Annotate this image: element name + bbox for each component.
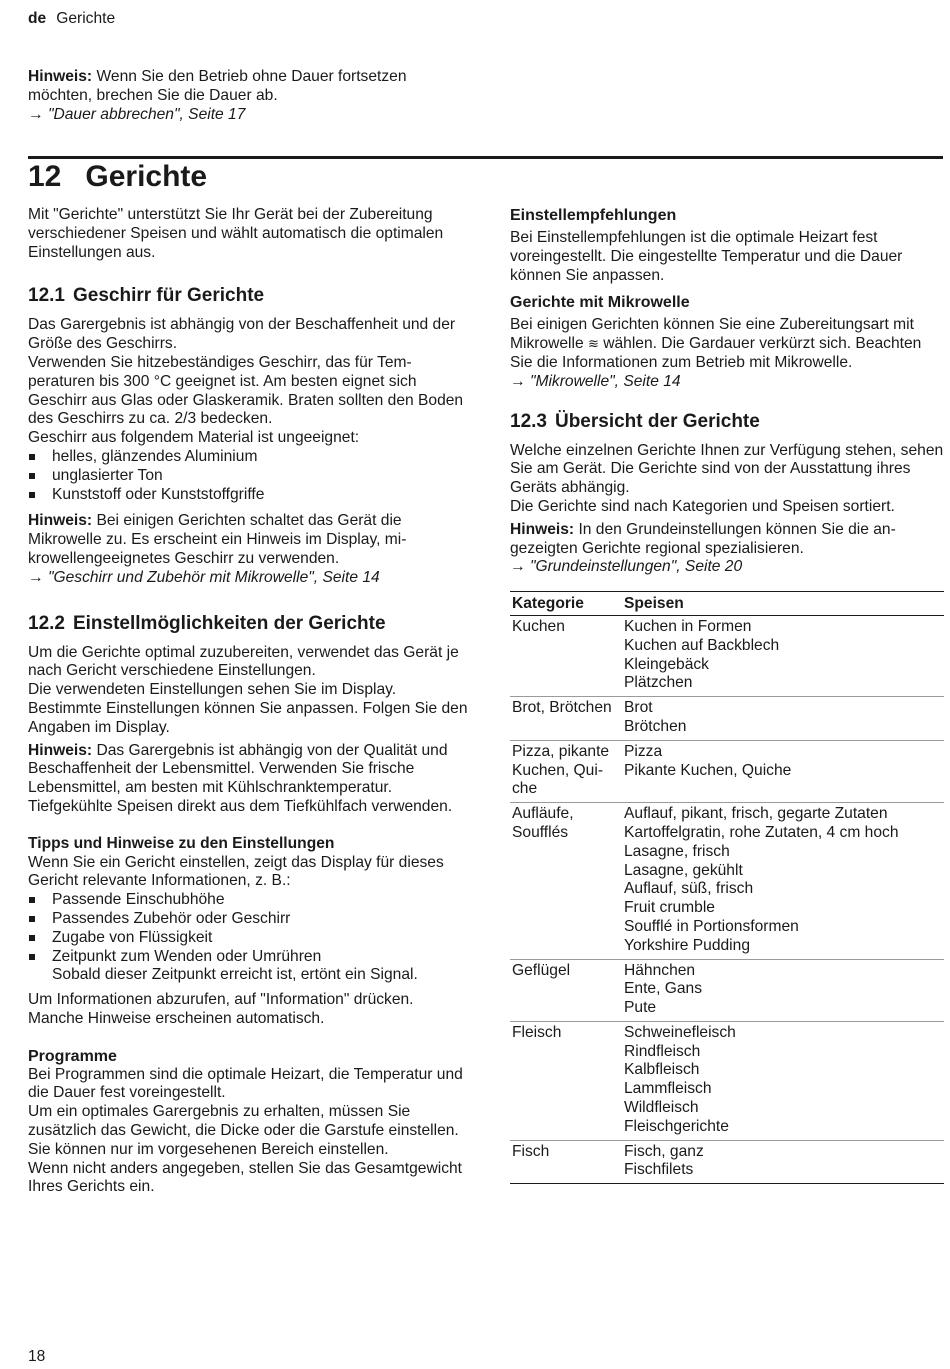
section-title: Geschirr für Gerichte [72,285,265,307]
recommendations-heading: Einstellempfehlungen [510,207,677,224]
dish-item: Schweinefleisch [624,1023,736,1041]
table-row [510,1021,944,1140]
paragraph: Wenn nicht anders angegeben, stellen Sie das Gesamtgewicht Ihres Gerichts ein. [28,1159,463,1196]
paragraph: Welche einzelnen Gerichte Ihnen zur Verfügung stehen, sehen Sie am Gerät. Die Gerichte sind von der Ausstattung ihres Geräts abhängig. [510,441,944,497]
dishes-cell [622,740,944,802]
dish-item: Brötchen [624,717,687,735]
paragraph: Die verwendeten Einstellungen sehen Sie im Display. Bestimmte Einstellungen können Sie anpassen. Folgen Sie den Angaben im Display. [28,681,468,736]
category-cell: Pizza, pikante Kuchen, Quiche [510,740,622,802]
dish-item: Plätzchen [624,674,693,692]
dish-item: Kalbfleisch [624,1061,700,1079]
note [28,512,468,568]
chapter-name: Gerichte [85,160,208,193]
chapter-title [28,158,207,196]
xref-text: "Dauer abbrechen", Seite 17 [47,105,246,123]
note [510,521,944,559]
paragraph: Um ein optimales Garergebnis zu erhalten, müssen Sie zusätzlich das Gewicht, die Dicke oder die Garstufe einstellen. Sie können nur im vorgesehenen Bereich einstellen. [28,1103,459,1158]
note-body: Das Garergebnis ist abhängig von der Qualität und Beschaffenheit der Lebensmittel. Verwenden Sie frische Lebensmittel, am besten mit Kühlschranktemperatur. Tiefgekühlte Speisen direkt aus dem Tiefkühlfach verwenden. [28,741,453,815]
dishes-cell [622,959,944,1021]
dish-item: Fleischgerichte [624,1117,729,1135]
note-body: Bei einigen Gerichten schaltet das Gerät die Mikrowelle zu. Es erscheint ein Hinweis im Display, mikrowellengeeignetes Geschirr zu verwenden. [28,512,407,567]
list-item: Zugabe von Flüssigkeit [28,929,468,948]
category-cell: Fleisch [510,1021,622,1140]
microwave-dishes-heading: Gerichte mit Mikrowelle [510,294,690,312]
text-part: Bei einigen Gerichten können Sie eine Zubereitungsart mit Mikrowelle [510,316,914,353]
dish-item: Lasagne, gekühlt [624,861,743,879]
dish-item: Brot [624,699,653,717]
section-title: Einstellmöglichkeiten der Gerichte [72,612,386,634]
programs-heading: Programme [28,1047,117,1065]
category-cell: Brot, Brötchen [510,697,622,741]
dish-item: Kleingebäck [624,655,709,673]
note-label: Hinweis: [28,68,93,85]
section-number: 12.3 [510,410,547,432]
note-label: Hinweis: [28,741,93,759]
dishes-table [510,591,944,1184]
cross-reference-link[interactable] [510,373,944,392]
microwave-icon: ≋ [587,336,599,352]
arrow-right-icon: → [510,558,526,576]
language-code: de [28,10,47,27]
paragraph: Um die Gerichte optimal zuzubereiten, verwendet das Gerät je nach Gericht verschiedene Einstellungen. [28,643,459,680]
section-number: 12.1 [28,285,65,307]
cross-reference-link[interactable] [28,569,468,588]
dish-item: Rindfleisch [624,1042,701,1060]
top-note-text [28,68,458,106]
paragraph [510,316,944,372]
dish-item: Fisch, ganz [624,1142,704,1160]
dishes-cell [622,697,944,741]
section-title: Übersicht der Gerichte [554,410,760,432]
tips-heading: Tipps und Hinweise zu den Einstellungen [28,834,335,852]
note-body: Wenn Sie den Betrieb ohne Dauer fortsetzen möchten, brechen Sie die Dauer ab. [28,68,407,104]
section-heading-12-2 [28,612,468,636]
list-item: unglasierter Ton [28,467,468,486]
cross-reference-link[interactable] [28,106,458,125]
right-column [510,206,944,1184]
dish-item: Ente, Gans [624,980,703,998]
paragraph: Bei Programmen sind die optimale Heizart, die Temperatur und die Dauer fest voreingestellt. [28,1065,463,1102]
dish-item: Fruit crumble [624,899,715,917]
list-item: Passendes Zubehör oder Geschirr [28,910,468,929]
dish-item: Auflauf, süß, frisch [624,880,754,898]
paragraph: Geschirr aus folgendem Material ist ungeeignet: [28,429,360,447]
dish-item: Pikante Kuchen, Quiche [624,761,792,779]
column-header-dishes: Speisen [622,592,944,616]
dish-item: Lasagne, frisch [624,842,730,860]
dishes-cell [622,1140,944,1184]
chapter-intro: Mit "Gerichte" unterstützt Sie Ihr Gerät bei der Zubereitung verschiedener Speisen und wählt automatisch die optimalen Einstellungen aus. [28,206,444,261]
tips-list [28,891,468,985]
dishes-cell [622,615,944,696]
xref-text: "Grundeinstellungen", Seite 20 [529,558,743,576]
list-item-text: Zeitpunkt zum Wenden oder Umrühren [52,947,322,965]
note-label: Hinweis: [28,512,93,530]
section-heading-12-1 [28,284,468,308]
table-body [510,615,944,1183]
list-item: helles, glänzendes Aluminium [28,448,468,467]
paragraph: Bei Einstellempfehlungen ist die optimale Heizart fest voreingestellt. Die eingestellte Temperatur und die Dauer können Sie anpassen. [510,229,903,284]
dish-item: Pute [624,999,657,1017]
dish-item: Wildfleisch [624,1099,699,1117]
table-row [510,1140,944,1184]
table-row [510,740,944,802]
chapter-number: 12 [28,160,62,193]
list-item [28,948,468,986]
note-label: Hinweis: [510,520,575,538]
paragraph: Wenn Sie ein Gericht einstellen, zeigt das Display für dieses Gericht relevante Informationen, z. B.: [28,853,444,890]
table-row [510,615,944,696]
dish-item: Hähnchen [624,961,696,979]
dish-item: Yorkshire Pudding [624,936,750,954]
xref-text: "Mikrowelle", Seite 14 [529,372,681,390]
dish-item: Kartoffelgratin, rohe Zutaten, 4 cm hoch [624,823,899,841]
section-number: 12.2 [28,612,65,634]
cross-reference-link[interactable] [510,558,944,577]
paragraph: Verwenden Sie hitzebeständiges Geschirr, das für Temperaturen bis 300 °C geeignet ist. Am besten eignet sich Geschirr aus Glas oder Glaskeramik. Braten sollten den Boden des Geschirrs zu ca. 2/3 bedecken. [28,353,464,428]
dishes-cell [622,1021,944,1140]
note [28,742,468,817]
arrow-right-icon: → [510,372,526,390]
dish-item: Lammfleisch [624,1080,712,1098]
text-part: wählen. Die Gardauer verkürzt sich. Beachten Sie die Informationen zum Betrieb mit Mikrowelle. [510,335,922,371]
xref-text: "Geschirr und Zubehör mit Mikrowelle", Seite 14 [47,568,380,586]
list-item: Passende Einschubhöhe [28,891,468,910]
category-cell: Geflügel [510,959,622,1021]
arrow-right-icon: → [28,568,44,586]
dish-item: Fischfilets [624,1161,694,1179]
note-body: In den Grundeinstellungen können Sie die angezeigten Gerichte regional spezialisieren. [510,520,896,557]
paragraph: Um Informationen abzurufen, auf "Information" drücken. Manche Hinweise erscheinen automatisch. [28,991,414,1027]
category-cell: Aufläufe, Soufflés [510,803,622,959]
page-header [28,10,115,29]
table-row [510,697,944,741]
list-item: Kunststoff oder Kunststoffgriffe [28,486,468,505]
top-note [28,68,458,124]
paragraph: Die Gerichte sind nach Kategorien und Speisen sortiert. [510,497,895,515]
dishes-cell [622,803,944,959]
category-cell: Fisch [510,1140,622,1184]
page-number: 18 [28,1348,46,1365]
dish-item: Kuchen in Formen [624,617,752,635]
table-row [510,803,944,959]
dish-item: Auflauf, pikant, frisch, gegarte Zutaten [624,805,888,823]
category-cell: Kuchen [510,615,622,696]
list-item-subtext: Sobald dieser Zeitpunkt erreicht ist, ertönt ein Signal. [52,966,418,984]
dish-item: Soufflé in Portionsformen [624,917,799,935]
dish-item: Kuchen auf Backblech [624,636,780,654]
column-header-category: Kategorie [510,592,622,616]
table-row [510,959,944,1021]
header-section: Gerichte [56,10,116,27]
arrow-right-icon: → [28,105,44,123]
table-header-row [510,592,944,616]
dish-item: Pizza [624,742,663,760]
left-column [28,206,468,1197]
unsuitable-materials-list [28,448,468,504]
section-heading-12-3 [510,410,944,434]
paragraph: Das Garergebnis ist abhängig von der Beschaffenheit und der Größe des Geschirrs. [28,316,456,353]
